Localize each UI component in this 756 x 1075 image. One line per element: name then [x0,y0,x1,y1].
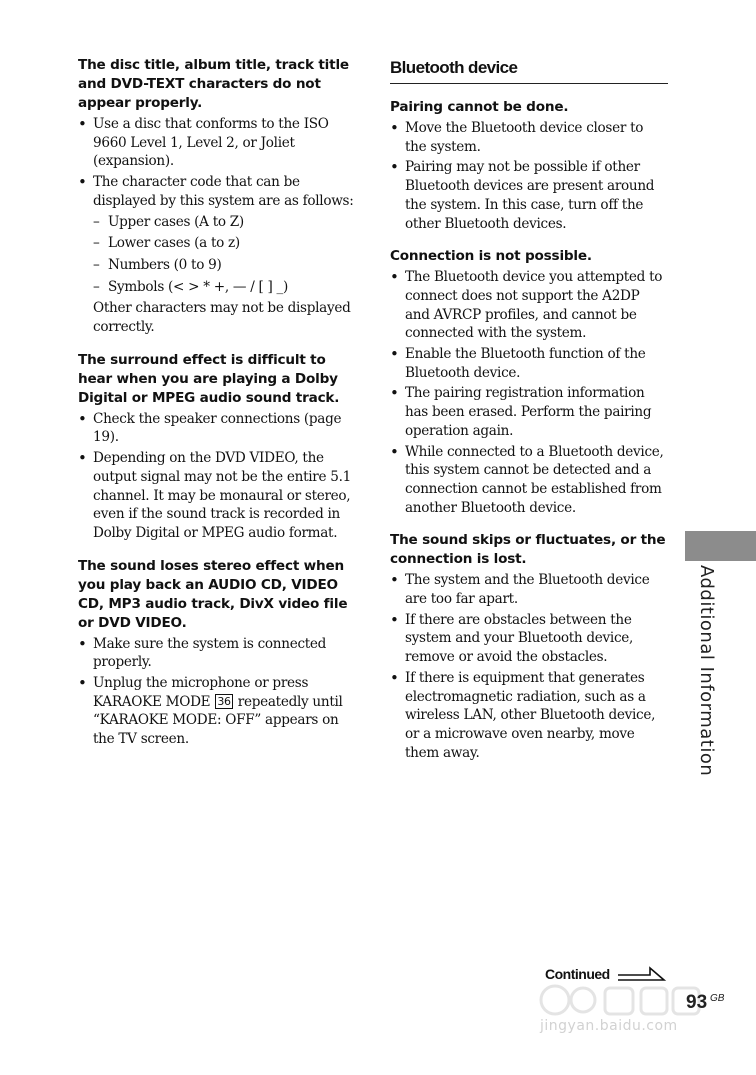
bullet-list [78,410,358,543]
bullet-item: • Move the Bluetooth device closer to the system. [390,119,668,156]
bullet-item: • Use a disc that conforms to the ISO 9660 Level 1, Level 2, or Joliet (expansion). [78,115,358,171]
bullet-item: • While connected to a Bluetooth device, this system cannot be detected and a connection cannot be established from another Bluetooth device. [390,443,668,518]
section-disc-title [78,56,358,337]
bullet-item: • Depending on the DVD VIDEO, the output signal may not be the entire 5.1 channel. It may be monaural or stereo, even if the sound track is recorded in Dolby Digital or MPEG audio format. [78,449,358,543]
dash-item: – Lower cases (a to z) [93,234,358,253]
section-sound-skips [390,531,668,762]
bullet-item: • If there is equipment that generates electromagnetic radiation, such as a wireless LAN, other Bluetooth device, or a microwave oven nearby, move them away. [390,669,668,763]
baidu-watermark-icon [535,978,708,1048]
dash-item: – Numbers (0 to 9) [93,256,358,275]
note-text: Other characters may not be displayed correctly. [93,300,351,336]
dash-item: – Upper cases (A to Z) [93,213,358,232]
right-column [390,56,668,776]
bullet-item: • The Bluetooth device you attempted to connect does not support the A2DP and AVRCP profiles, and cannot be connected with the system. [390,268,668,343]
bullet-item: • Pairing may not be possible if other Bluetooth devices are present around the system. In this case, turn off the other Bluetooth devices. [390,158,668,233]
section-heading: Pairing cannot be done. [390,99,569,115]
bullet-text: The character code that can be displayed by this system are as follows: [93,174,354,209]
side-label-text: Additional Information [696,565,717,777]
bullet-list [78,635,358,749]
bullet-text: repeatedly until “KARAOKE MODE: OFF” appears on the TV screen. [93,693,343,748]
bullet-item: • Enable the Bluetooth function of the Bluetooth device. [390,345,668,382]
section-heading: The disc title, album title, track title and DVD-TEXT characters do not appear properly. [78,57,349,111]
bullet-item [78,674,358,749]
button-number-badge: 36 [217,694,231,708]
section-pairing [390,98,668,233]
bullet-list [390,119,668,233]
bullet-list [390,268,668,517]
section-heading: The surround effect is difficult to hear when you are playing a Dolby Digital or MPEG audio sound track. [78,351,340,406]
left-column [78,56,358,763]
section-heading: Connection is not possible. [390,248,592,265]
dash-item: – Symbols (< > * +, — / [ ] _) [93,278,358,297]
bullet-item: • The pairing registration information has been erased. Perform the pairing operation again. [390,384,668,440]
section-connection [390,247,668,517]
bullet-item [78,173,358,337]
section-stereo-effect [78,557,358,749]
bullet-item: • Make sure the system is connected properly. [78,635,358,672]
page-number-suffix: GB [710,993,725,1004]
page-number: 93 [686,992,708,1013]
section-surround-effect [78,351,358,543]
bullet-item: • If there are obstacles between the system and your Bluetooth device, remove or avoid the obstacles. [390,611,668,667]
section-heading: The sound skips or fluctuates, or the connection is lost. [390,532,666,568]
dash-list [93,213,358,297]
bullet-text: Unplug the microphone or press KARAOKE MODE [93,675,309,710]
continued-label: Continued [545,966,610,982]
bullet-list [78,115,358,337]
bullet-list [390,571,668,762]
section-title: Bluetooth device [390,56,668,84]
watermark-text: jingyan.baidu.com [540,1018,678,1034]
side-tab-marker [685,531,756,561]
side-section-label [696,565,722,775]
bullet-item: • The system and the Bluetooth device are too far apart. [390,571,668,608]
bullet-item: • Check the speaker connections (page 19). [78,410,358,447]
section-heading: The sound loses stereo effect when you play back an AUDIO CD, VIDEO CD, MP3 audio track, DivX video file or DVD VIDEO. [78,557,348,631]
